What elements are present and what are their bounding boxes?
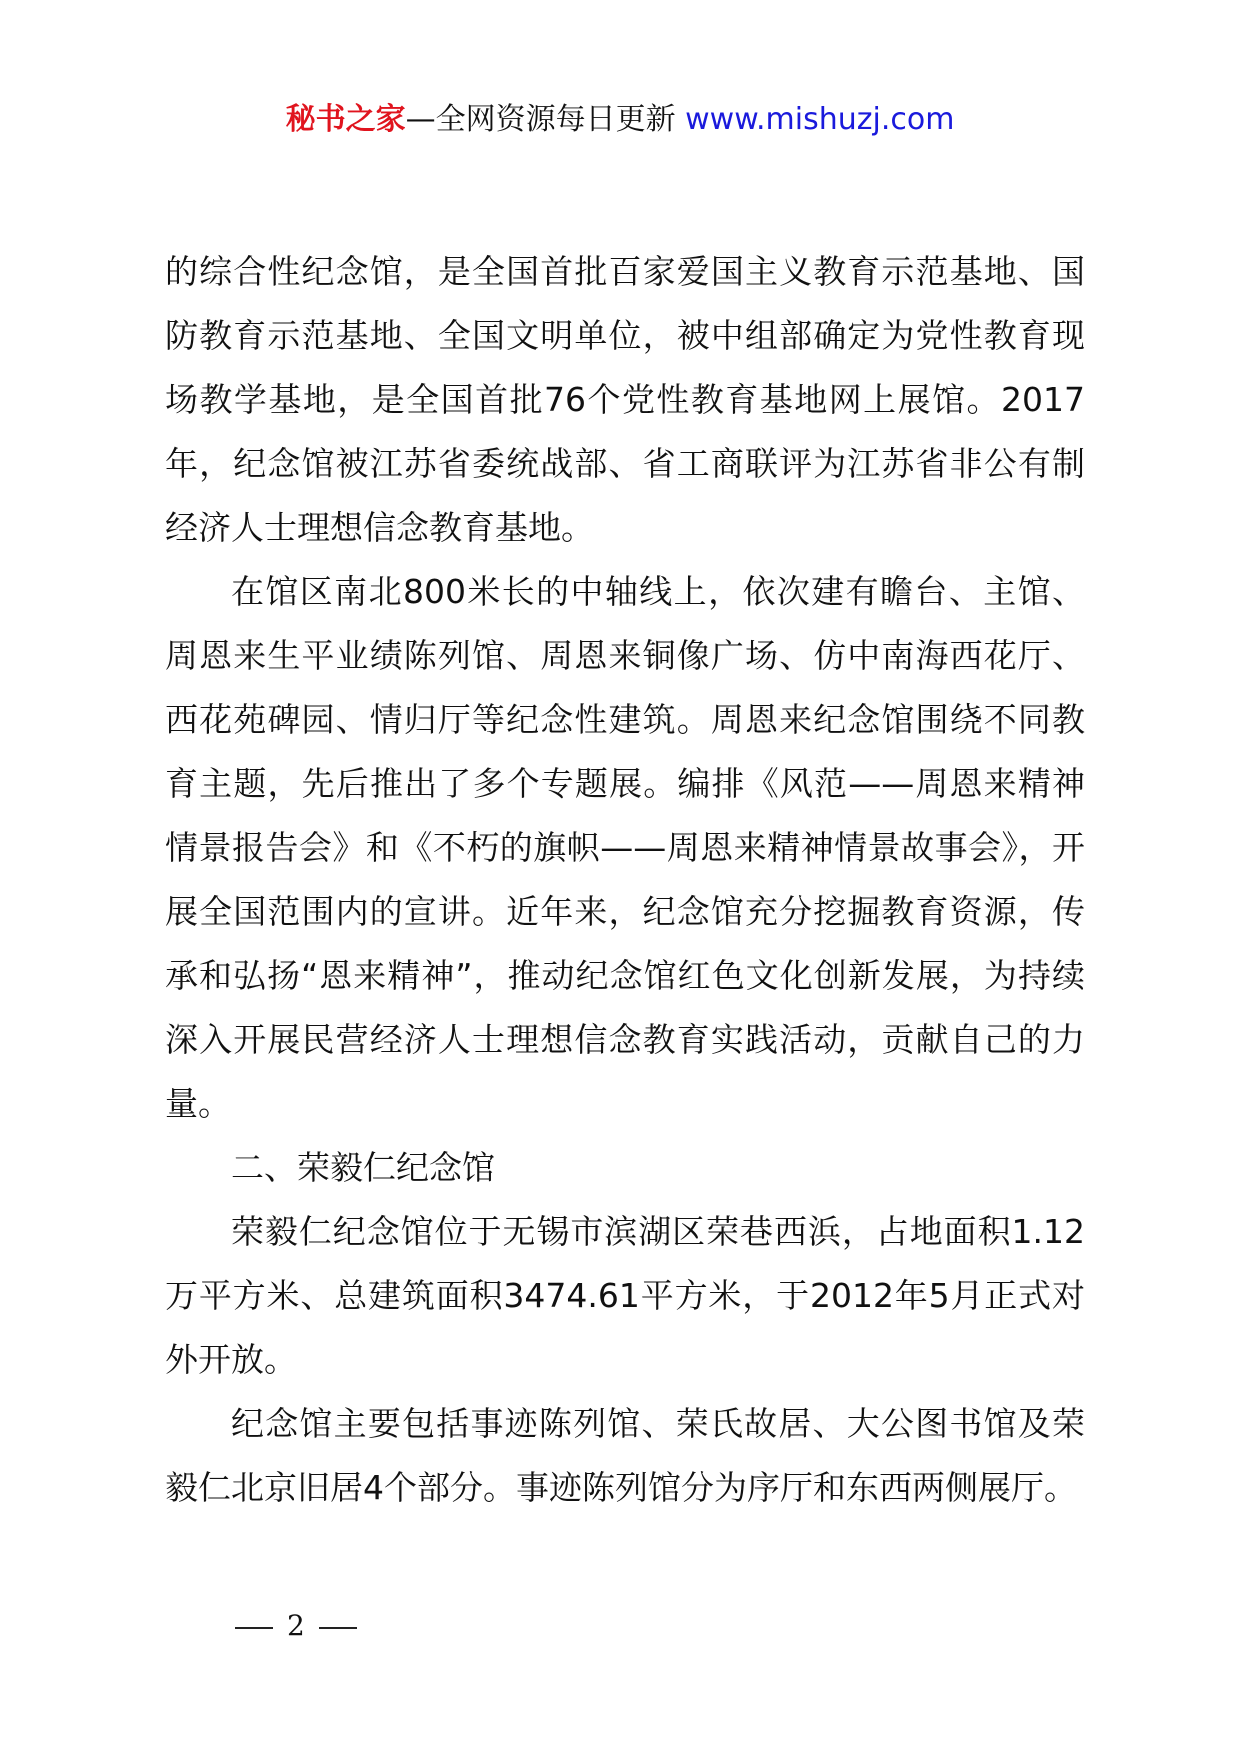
footer-right-dash [319, 1627, 357, 1629]
header-url-link[interactable]: www.mishuzj.com [685, 102, 955, 137]
page-footer [235, 1608, 357, 1644]
footer-left-dash [235, 1627, 273, 1629]
document-body [165, 240, 1085, 1520]
section-heading-rong-yiren-memorial: 二、荣毅仁纪念馆 [231, 1148, 495, 1187]
header-tagline: —全网资源每日更新 [405, 102, 676, 137]
paragraph-central-axis-buildings: 在馆区南北800米长的中轴线上，依次建有瞻台、主馆、周恩来生平业绩陈列馆、周恩来铜像广场、仿中南海西花厅、西花苑碑园、情归厅等纪念性建筑。周恩来纪念馆围绕不同教育主题，先后推出了多个专题展。编排《风范——周恩来精神情景报告会》和《不朽的旗帜——周恩来精神情景故事会》，开展全国范围内的宣讲。近年来，纪念馆充分挖掘教育资源，传承和弘扬“恩来精神”，推动纪念馆红色文化创新发展，为持续深入开展民营经济人士理想信念教育实践活动，贡献自己的力量。 [165, 572, 1085, 1123]
page-number: 2 [287, 1609, 305, 1642]
paragraph-rong-yiren-location: 荣毅仁纪念馆位于无锡市滨湖区荣巷西浜，占地面积1.12万平方米、总建筑面积3474.61平方米，于2012年5月正式对外开放。 [165, 1212, 1085, 1379]
header-brand: 秘书之家 [285, 102, 406, 137]
paragraph-rong-yiren-components: 纪念馆主要包括事迹陈列馆、荣氏故居、大公图书馆及荣毅仁北京旧居4个部分。事迹陈列馆分为序厅和东西两侧展厅。 [165, 1404, 1085, 1507]
page-header [0, 100, 1240, 140]
paragraph-museum-intro-continued: 的综合性纪念馆，是全国首批百家爱国主义教育示范基地、国防教育示范基地、全国文明单位，被中组部确定为党性教育现场教学基地，是全国首批76个党性教育基地网上展馆。2017年，纪念馆被江苏省委统战部、省工商联评为江苏省非公有制经济人士理想信念教育基地。 [165, 252, 1085, 547]
